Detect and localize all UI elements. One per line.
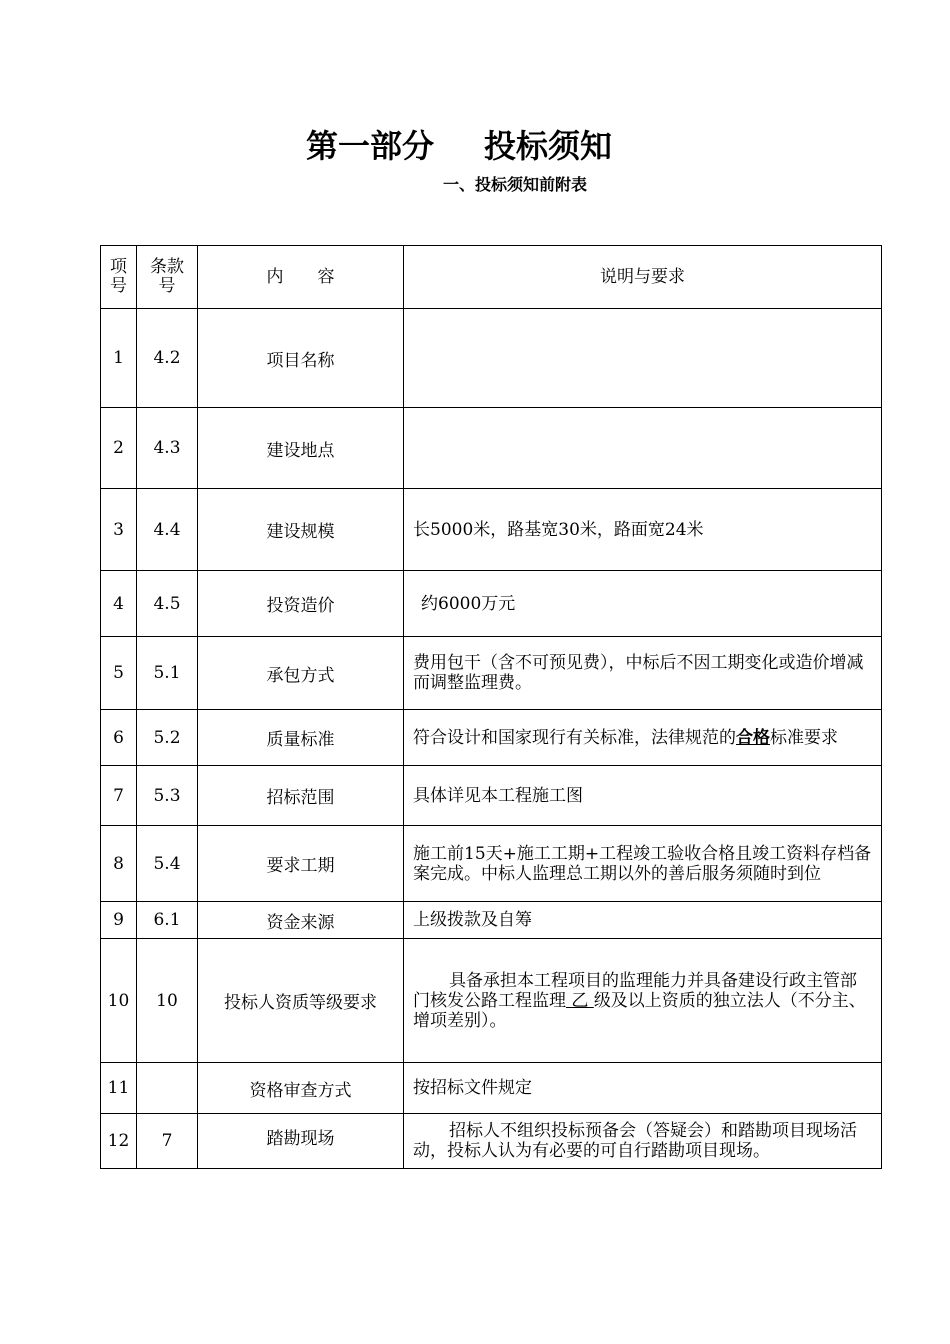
row-requirement	[404, 309, 882, 408]
row-clause: 5.1	[137, 637, 198, 710]
row-content: 招标范围	[198, 766, 404, 826]
row-content: 投标人资质等级要求	[198, 939, 404, 1063]
table-row	[101, 826, 882, 902]
row-no: 5	[101, 637, 137, 710]
table-header-row	[101, 246, 882, 309]
page-subtitle: 一、投标须知前附表	[442, 175, 587, 194]
row-no: 12	[101, 1114, 137, 1169]
row-content: 投资造价	[198, 571, 404, 637]
row-no: 6	[101, 710, 137, 766]
row-requirement: 符合设计和国家现行有关标准，法律规范的合格标准要求	[404, 710, 882, 766]
header-no: 项号	[101, 246, 137, 309]
table-row	[101, 489, 882, 571]
row-no: 2	[101, 408, 137, 489]
row-no: 4	[101, 571, 137, 637]
title-name: 投标须知	[484, 127, 613, 165]
row-content: 资格审查方式	[198, 1063, 404, 1114]
row-no: 7	[101, 766, 137, 826]
row-clause	[137, 1063, 198, 1114]
table-row	[101, 309, 882, 408]
row-no: 9	[101, 902, 137, 939]
underlined-term: 合格	[736, 727, 770, 748]
table-row	[101, 1114, 882, 1169]
header-content: 内 容	[198, 246, 404, 309]
row-clause: 5.2	[137, 710, 198, 766]
row-clause: 4.4	[137, 489, 198, 571]
row-clause: 4.5	[137, 571, 198, 637]
row-content: 建设地点	[198, 408, 404, 489]
row-clause: 4.3	[137, 408, 198, 489]
row-requirement: 费用包干（含不可预见费），中标后不因工期变化或造价增减而调整监理费。	[404, 637, 882, 710]
row-content: 承包方式	[198, 637, 404, 710]
row-clause: 5.3	[137, 766, 198, 826]
row-no: 8	[101, 826, 137, 902]
row-clause: 10	[137, 939, 198, 1063]
row-requirement: 按招标文件规定	[404, 1063, 882, 1114]
table-row	[101, 710, 882, 766]
row-requirement: 具体详见本工程施工图	[404, 766, 882, 826]
table-row	[101, 1063, 882, 1114]
table-row	[101, 408, 882, 489]
table-row	[101, 571, 882, 637]
row-content: 踏勘现场	[198, 1114, 404, 1169]
title-part: 第一部分	[305, 127, 434, 165]
table-row	[101, 637, 882, 710]
table-row	[101, 939, 882, 1063]
page-title	[0, 124, 918, 168]
bid-info-table	[100, 245, 882, 1169]
row-clause: 7	[137, 1114, 198, 1169]
row-content: 要求工期	[198, 826, 404, 902]
row-requirement	[404, 408, 882, 489]
row-clause: 6.1	[137, 902, 198, 939]
row-clause: 5.4	[137, 826, 198, 902]
row-no: 10	[101, 939, 137, 1063]
row-no: 11	[101, 1063, 137, 1114]
row-content: 建设规模	[198, 489, 404, 571]
row-requirement: 招标人不组织投标预备会（答疑会）和踏勘项目现场活动，投标人认为有必要的可自行踏勘项目现场。	[404, 1114, 882, 1169]
row-clause: 4.2	[137, 309, 198, 408]
row-requirement: 施工前15天+施工工期+工程竣工验收合格且竣工资料存档备案完成。中标人监理总工期以外的善后服务须随时到位	[404, 826, 882, 902]
row-requirement: 具备承担本工程项目的监理能力并具备建设行政主管部门核发公路工程监理 乙 级及以上资质的独立法人（不分主、增项差别）。	[404, 939, 882, 1063]
table-row	[101, 902, 882, 939]
row-requirement: 上级拨款及自筹	[404, 902, 882, 939]
header-clause: 条款号	[137, 246, 198, 309]
row-content: 质量标准	[198, 710, 404, 766]
row-no: 1	[101, 309, 137, 408]
underlined-term: 乙	[566, 990, 594, 1011]
row-content: 项目名称	[198, 309, 404, 408]
header-requirement: 说明与要求	[404, 246, 882, 309]
row-content: 资金来源	[198, 902, 404, 939]
row-no: 3	[101, 489, 137, 571]
table-row	[101, 766, 882, 826]
row-requirement: 约6000万元	[404, 571, 882, 637]
row-requirement: 长5000米，路基宽30米，路面宽24米	[404, 489, 882, 571]
